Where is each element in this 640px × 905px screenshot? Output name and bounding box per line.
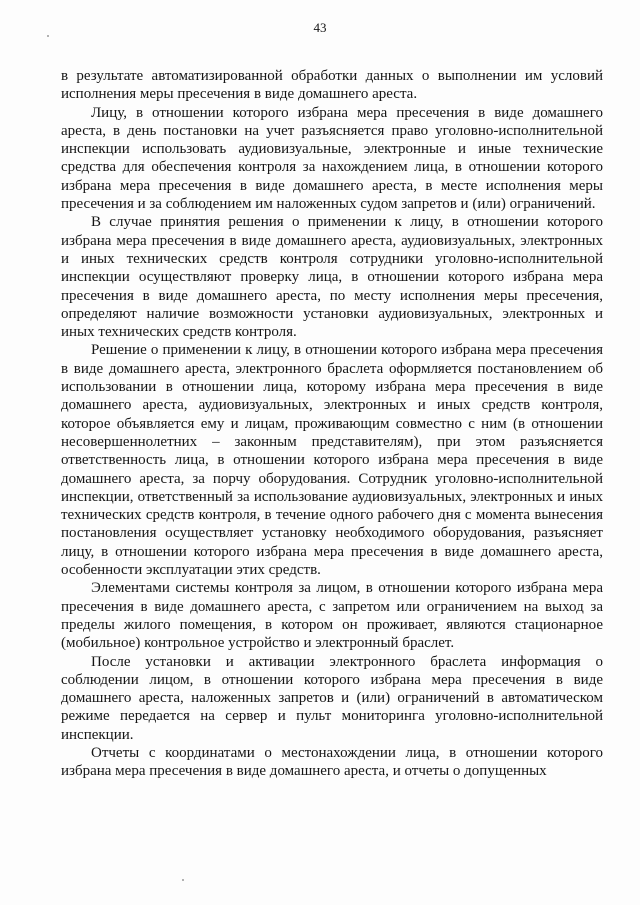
scan-speck bbox=[182, 879, 184, 881]
page-number: 43 bbox=[313, 20, 327, 35]
body-text bbox=[61, 67, 603, 781]
paragraph: Лицу, в отношении которого избрана мера пресечения в виде домашнего ареста, в день постановки на учет разъясняется право уголовно-исполнительной инспекции использовать аудиовизуальные, электронные и иные технические средства для обеспечения контроля за нахождением лица, в отношении которого избрана мера пресечения в виде домашнего ареста, в месте исполнения меры пресечения и за соблюдением им наложенных судом запретов и (или) ограничений. bbox=[61, 104, 603, 213]
paragraph: В случае принятия решения о применении к лицу, в отношении которого избрана мера пресечения в виде домашнего ареста, аудиовизуальных, электронных и иных технических средств контроля сотрудники уголовно-исполнительной инспекции осуществляют проверку лица, в отношении которого избрана мера пресечения в виде домашнего ареста, по месту исполнения меры пресечения, определяют наличие возможности установки аудиовизуальных, электронных и иных технических средств контроля. bbox=[61, 214, 603, 341]
paragraph: Решение о применении к лицу, в отношении которого избрана мера пресечения в виде домашнего ареста, электронного браслета оформляется постановлением об использовании в отношении лица, которому избрана мера пресечения в виде домашнего ареста, аудиовизуальных, электронных и иных средств контроля, которое объявляется ему и лицам, проживающим совместно с ним (в отношении несовершеннолетних – законным представителям), при этом разъясняется ответственность лица, в отношении которого избрана мера пресечения в виде домашнего ареста, за порчу оборудования. Сотрудник уголовно-исполнительной инспекции, ответственный за использование аудиовизуальных, электронных и иных технических средств контроля, в течение одного рабочего дня с момента вынесения постановления осуществляет установку необходимого оборудования, разъясняет лицу, в отношении которого избрана мера пресечения в виде домашнего ареста, особенности эксплуатации этих средств. bbox=[61, 342, 603, 579]
paragraph: Элементами системы контроля за лицом, в отношении которого избрана мера пресечения в виде домашнего ареста, с запретом или ограничением на выход за пределы жилого помещения, в котором он проживает, являются стационарное (мобильное) контрольное устройство и электронный браслет. bbox=[61, 580, 603, 652]
paragraph: Отчеты с координатами о местонахождении лица, в отношении которого избрана мера пресечения в виде домашнего ареста, и отчеты о допущенных bbox=[61, 744, 603, 780]
paragraph: После установки и активации электронного браслета информация о соблюдении лицом, в отношении которого избрана мера пресечения в виде домашнего ареста, наложенных запретов и (или) ограничений в автоматическом режиме передается на сервер и пульт мониторинга уголовно-исполнительной инспекции. bbox=[61, 653, 603, 743]
paragraph: в результате автоматизированной обработки данных о выполнении им условий исполнения меры пресечения в виде домашнего ареста. bbox=[61, 68, 603, 103]
